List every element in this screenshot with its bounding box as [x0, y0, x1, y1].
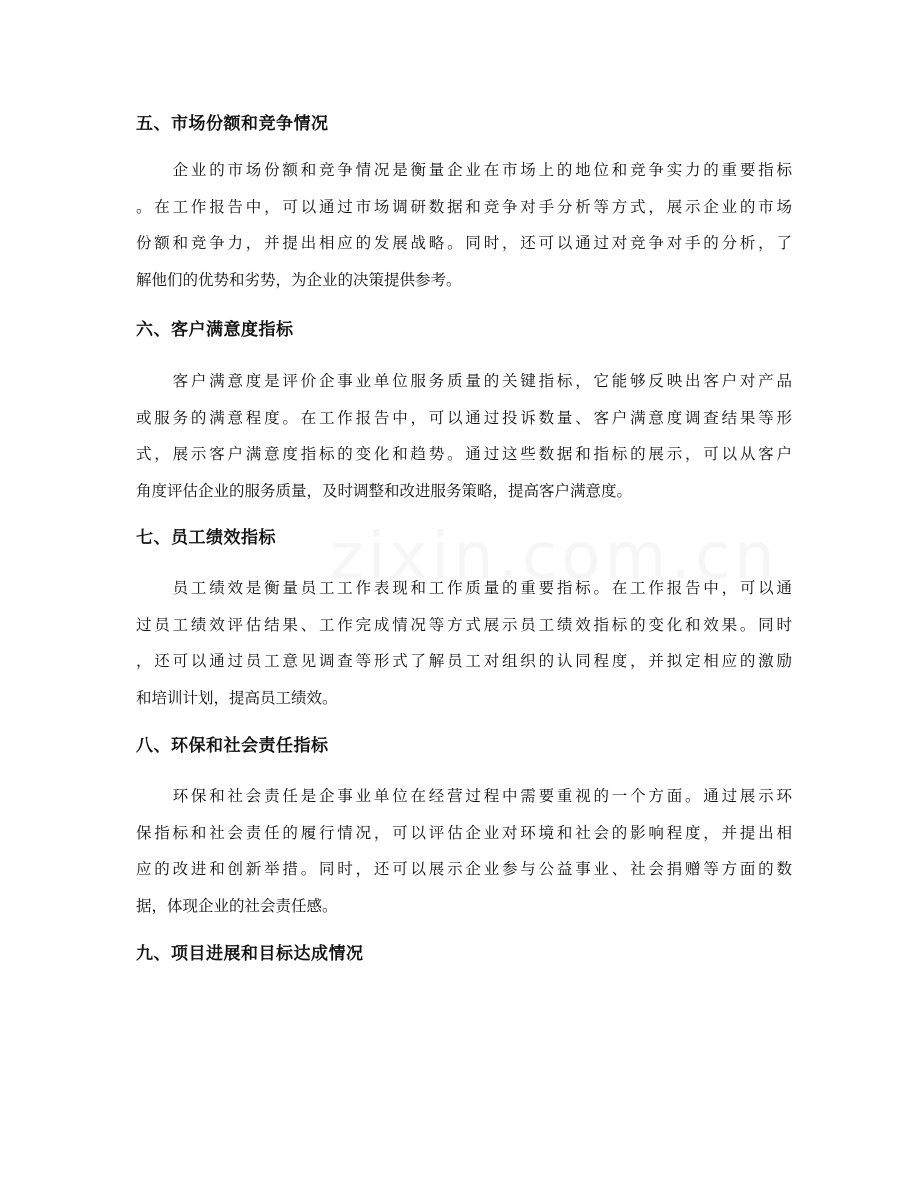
- section-paragraph-8: [136, 778, 792, 924]
- paragraph-line: 解他们的优势和劣势，为企业的决策提供参考。: [136, 270, 462, 289]
- section-paragraph-5: [136, 152, 792, 298]
- section-paragraph-7: [136, 570, 792, 716]
- paragraph-line: 据，体现企业的社会责任感。: [136, 896, 338, 915]
- paragraph-line: 式，展示客户满意度指标的变化和趋势。通过这些数据和指标的展示，可以从客户: [136, 445, 792, 463]
- paragraph-line: 角度评估企业的服务质量，及时调整和改进服务策略，提高客户满意度。: [136, 481, 633, 500]
- paragraph-line: 。在工作报告中，可以通过市场调研数据和竞争对手分析等方式，展示企业的市场: [136, 197, 792, 216]
- section-heading-9: 九、项目进展和目标达成情况: [136, 944, 364, 964]
- paragraph-line: 或服务的满意程度。在工作报告中，可以通过投诉数量、客户满意度调查结果等形: [136, 408, 792, 427]
- paragraph-line: 环保和社会责任是企事业单位在经营过程中需要重视的一个方面。通过展示环: [136, 787, 792, 805]
- paragraph-line: 客户满意度是评价企事业单位服务质量的关键指标，它能够反映出客户对产品: [136, 372, 792, 390]
- section-heading-6: 六、客户满意度指标: [136, 320, 294, 340]
- paragraph-line: 应的改进和创新举措。同时，还可以展示企业参与公益事业、社会捐赠等方面的数: [136, 860, 792, 878]
- section-heading-5: 五、市场份额和竞争情况: [136, 114, 329, 134]
- paragraph-line: ，还可以通过员工意见调查等形式了解员工对组织的认同程度，并拟定相应的激励: [136, 652, 792, 670]
- paragraph-line: 和培训计划，提高员工绩效。: [136, 688, 338, 707]
- section-heading-7: 七、员工绩效指标: [136, 528, 276, 548]
- paragraph-line: 企业的市场份额和竞争情况是衡量企业在市场上的地位和竞争实力的重要指标: [136, 161, 792, 179]
- paragraph-line: 保指标和社会责任的履行情况，可以评估企业对环境和社会的影响程度，并提出相: [136, 823, 792, 842]
- paragraph-line: 员工绩效是衡量员工工作表现和工作质量的重要指标。在工作报告中，可以通: [136, 579, 792, 597]
- section-heading-8: 八、环保和社会责任指标: [136, 736, 329, 756]
- section-paragraph-6: [136, 363, 792, 509]
- paragraph-line: 份额和竞争力，并提出相应的发展战略。同时，还可以通过对竞争对手的分析，了: [136, 234, 792, 252]
- paragraph-line: 过员工绩效评估结果、工作完成情况等方式展示员工绩效指标的变化和效果。同时: [136, 615, 792, 634]
